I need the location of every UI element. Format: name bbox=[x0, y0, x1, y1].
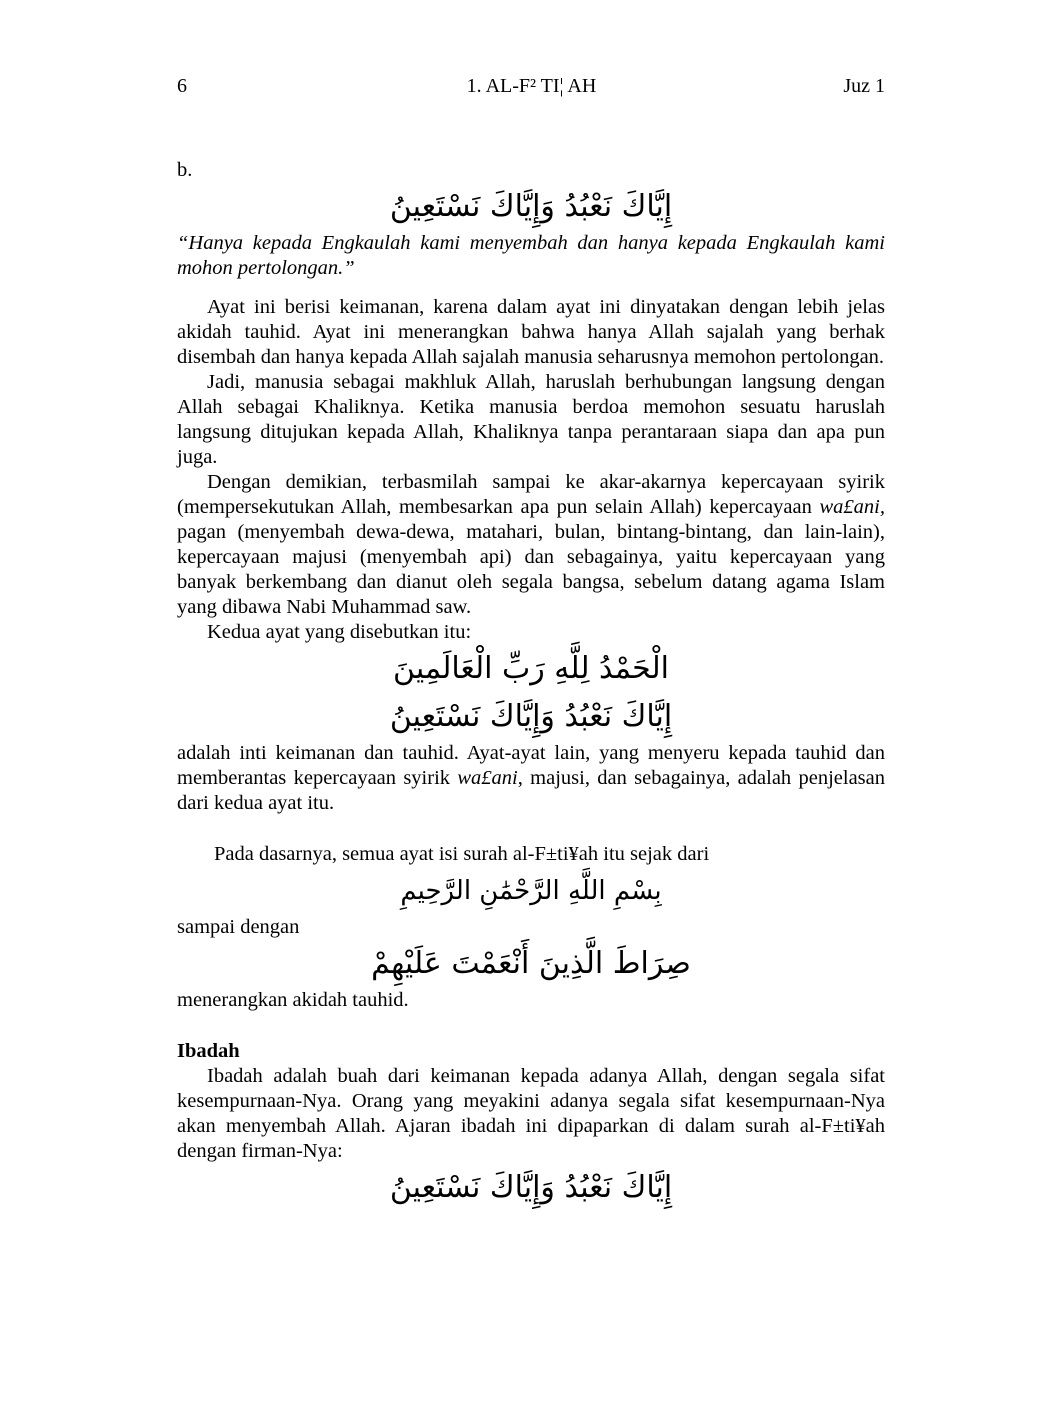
term-watsani: wa£ani, bbox=[819, 496, 885, 518]
paragraph-5-text-a: adalah inti keimanan dan tauhid. Ayat-ayat lain, yang menyeru kepada tauhid dan memberantas kepercayaan syirik bbox=[177, 742, 885, 789]
arabic-verse-alhamdu: الْحَمْدُ لِلَّهِ رَبِّ الْعَالَمِينَ bbox=[393, 651, 669, 686]
paragraph-2: Jadi, manusia sebagai makhluk Allah, haruslah berhubungan langsung dengan Allah sebagai Khaliknya. Ketika manusia berdoa memohon sesuatu haruslah langsung ditujukan kepada Allah, Khaliknya tanpa perantaraan siapa dan apa pun juga. bbox=[177, 371, 885, 468]
arabic-verse-iyyaka-3: إِيَّاكَ نَعْبُدُ وَإِيَّاكَ نَسْتَعِينُ bbox=[389, 1170, 673, 1205]
paragraph-1: Ayat ini berisi keimanan, karena dalam ayat ini dinyatakan dengan lebih jelas akidah tauhid. Ayat ini menerangkan bahwa hanya Allah sajalah yang berhak disembah dan hanya kepada Allah sajalah manusia seharusnya memohon pertolongan. bbox=[177, 296, 885, 368]
arabic-verse-iyyaka-2: إِيَّاكَ نَعْبُدُ وَإِيَّاكَ نَسْتَعِينُ bbox=[389, 699, 673, 734]
paragraph-3-text-b: pagan (menyembah dewa-dewa, matahari, bulan, bintang-bintang, dan lain-lain), kepercayaan majusi (menyembah api) dan sebagainya, yaitu kepercayaan yang banyak berkembang dan dianut oleh segala bangsa, sebelum datang agama Islam yang dibawa Nabi Muhammad saw. bbox=[177, 521, 885, 618]
arabic-verse-sirat: صِرَاطَ الَّذِينَ أَنْعَمْتَ عَلَيْهِمْ bbox=[371, 946, 691, 981]
paragraph-9: Ibadah adalah buah dari keimanan kepada adanya Allah, dengan segala sifat kesempurnaan-Nya. Orang yang meyakini adanya segala sifat kesempurnaan-Nya akan menyembah Allah. Ajaran ibadah ini dipaparkan di dalam surah al-F±ti¥ah dengan firman-Nya: bbox=[177, 1065, 885, 1162]
page-body bbox=[177, 158, 885, 1212]
paragraph-3 bbox=[177, 470, 885, 620]
page-number: 6 bbox=[177, 75, 187, 97]
paragraph-3-text-a: Dengan demikian, terbasmilah sampai ke akar-akarnya kepercayaan syirik (mempersekutukan Allah, membesarkan apa pun selain Allah) kepercayaan bbox=[177, 471, 885, 518]
arabic-verse-iyyaka: إِيَّاكَ نَعْبُدُ وَإِيَّاكَ نَسْتَعِينُ bbox=[389, 189, 673, 224]
paragraph-5-text-b: , majusi, dan sebagainya, adalah penjelasan dari kedua ayat itu. bbox=[177, 767, 885, 814]
section-heading-ibadah: Ibadah bbox=[177, 1040, 240, 1062]
juz-label: Juz 1 bbox=[843, 75, 885, 97]
paragraph-5 bbox=[177, 741, 885, 816]
paragraph-8: menerangkan akidah tauhid. bbox=[177, 989, 409, 1011]
item-label: b. bbox=[177, 159, 193, 181]
verse-translation: “Hanya kepada Engkaulah kami menyembah dan hanya kepada Engkaulah kami mohon pertolongan.” bbox=[177, 232, 885, 279]
arabic-basmalah: بِسْمِ اللَّهِ الرَّحْمَٰنِ الرَّحِيمِ bbox=[400, 876, 662, 906]
chapter-title: 1. AL-F² TI¦ AH bbox=[466, 75, 597, 97]
term-watsani-2: wa£ani bbox=[457, 767, 518, 789]
paragraph-4: Kedua ayat yang disebutkan itu: bbox=[207, 621, 472, 643]
paragraph-6: Pada dasarnya, semua ayat isi surah al-F±ti¥ah itu sejak dari bbox=[214, 843, 710, 865]
paragraph-7: sampai dengan bbox=[177, 916, 300, 938]
